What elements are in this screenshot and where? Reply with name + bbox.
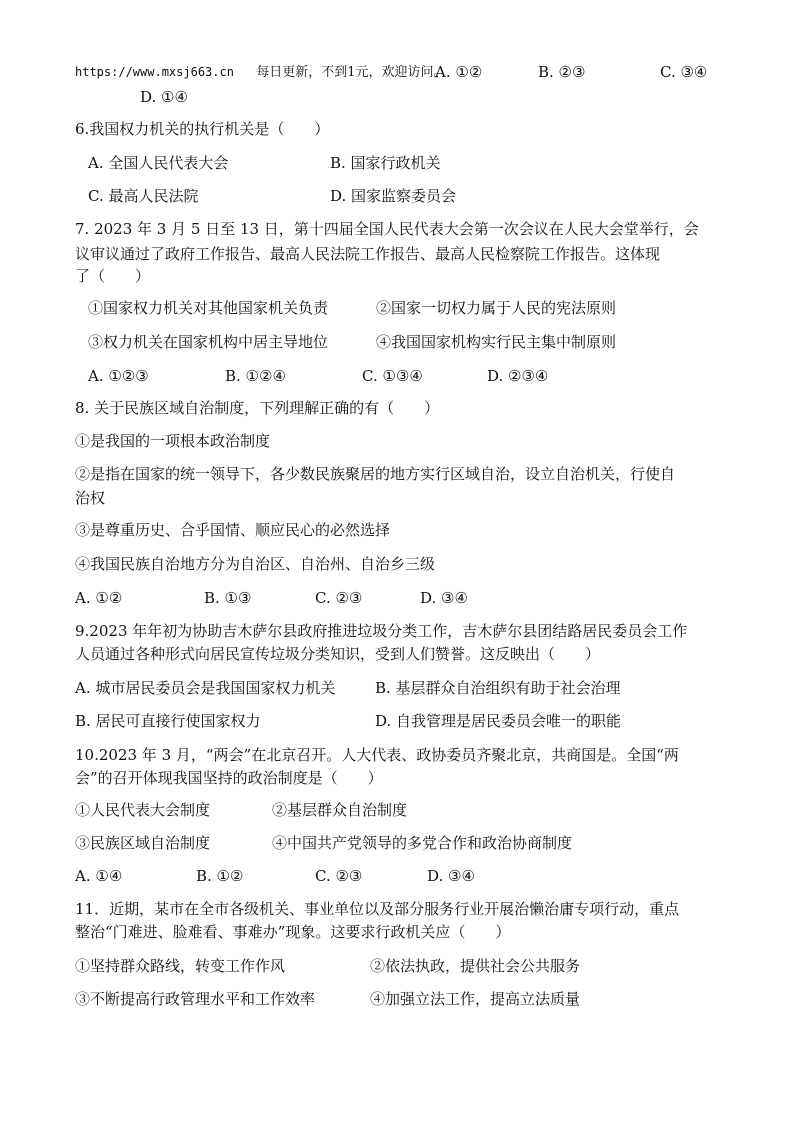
q7-item-3: ③权力机关在国家机构中居主导地位 xyxy=(88,333,329,351)
q7-option-d: D. ②③④ xyxy=(487,367,549,385)
q8-option-b: B. ①③ xyxy=(204,589,252,607)
q11-item-2: ②依法执政，提供社会公共服务 xyxy=(370,957,581,975)
q7-option-b: B. ①②④ xyxy=(225,367,286,385)
question-9-stem-2: 人员通过各种形式向居民宣传垃圾分类知识，受到人们赞誉。这反映出（ ） xyxy=(75,645,601,663)
q8-item-2: ②是指在国家的统一领导下，各少数民族聚居的地方实行区域自治，设立自治机关，行使自 xyxy=(75,465,676,483)
q8-item-4: ④我国民族自治地方分为自治区、自治州、自治乡三级 xyxy=(75,555,436,573)
question-11-stem-1: 11．近期，某市在全市各级机关、事业单位以及部分服务行业开展治懒治庸专项行动，重点 xyxy=(75,900,680,918)
q11-item-3: ③不断提高行政管理水平和工作效率 xyxy=(75,990,316,1008)
q11-item-4: ④加强立法工作，提高立法质量 xyxy=(370,990,581,1008)
source-url[interactable]: https://www.mxsj663.cn xyxy=(75,65,234,79)
q10-option-b: B. ①② xyxy=(196,867,244,885)
q8-item-1: ①是我国的一项根本政治制度 xyxy=(75,432,271,450)
q9-option-a: A. 城市居民委员会是我国国家权力机关 xyxy=(75,679,336,697)
q8-option-d: D. ③④ xyxy=(420,589,468,607)
question-6-stem: 6.我国权力机关的执行机关是（ ） xyxy=(75,120,330,138)
q10-item-3: ③民族区域自治制度 xyxy=(75,834,211,852)
question-9-stem-1: 9.2023 年年初为协助吉木萨尔县政府推进垃圾分类工作，吉木萨尔县团结路居民委员会工作 xyxy=(75,622,688,640)
q11-item-1: ①坚持群众路线，转变工作作风 xyxy=(75,957,286,975)
question-11-stem-2: 整治“门难进、脸难看、事难办”现象。这要求行政机关应（ ） xyxy=(75,923,511,941)
question-10-stem-1: 10.2023 年 3 月，“两会”在北京召开。人大代表、政协委员齐聚北京，共商国是。全国“两 xyxy=(75,746,679,764)
q10-item-4: ④中国共产党领导的多党合作和政治协商制度 xyxy=(272,834,573,852)
question-7-stem-1: 7. 2023 年 3 月 5 日至 13 日，第十四届全国人民代表大会第一次会议在人民大会堂举行，会 xyxy=(75,220,699,238)
q9-option-c: B. 居民可直接行使国家权力 xyxy=(75,712,261,730)
q10-option-a: A. ①④ xyxy=(75,867,123,885)
q6-option-a: A. 全国人民代表大会 xyxy=(88,154,229,172)
q7-item-4: ④我国国家机构实行民主集中制原则 xyxy=(376,333,617,351)
question-8-stem: 8. 关于民族区域自治制度，下列理解正确的有（ ） xyxy=(75,399,440,417)
prev-option-c: C. ③④ xyxy=(660,63,708,81)
q6-option-c: C. 最高人民法院 xyxy=(88,187,199,205)
q6-option-d: D. 国家监察委员会 xyxy=(330,187,457,205)
source-note: 每日更新，不到1元，欢迎访问。 xyxy=(256,65,447,80)
q8-item-2-cont: 治权 xyxy=(75,489,106,507)
q9-option-b: B. 基层群众自治组织有助于社会治理 xyxy=(375,679,621,697)
prev-option-a: A. ①② xyxy=(435,63,483,81)
q9-option-d: D. 自我管理是居民委员会唯一的职能 xyxy=(375,712,622,730)
q7-item-2: ②国家一切权力属于人民的宪法原则 xyxy=(376,299,617,317)
q8-option-c: C. ②③ xyxy=(315,589,363,607)
question-7-stem-3: 了（ ） xyxy=(75,267,151,285)
prev-option-b: B. ②③ xyxy=(538,63,586,81)
q7-item-1: ①国家权力机关对其他国家机关负责 xyxy=(88,299,329,317)
question-10-stem-2: 会”的召开体现我国坚持的政治制度是（ ） xyxy=(75,769,383,787)
q8-item-3: ③是尊重历史、合乎国情、顺应民心的必然选择 xyxy=(75,521,391,539)
header-line xyxy=(75,62,447,83)
q6-option-b: B. 国家行政机关 xyxy=(330,154,441,172)
q10-item-1: ①人民代表大会制度 xyxy=(75,801,211,819)
q7-option-a: A. ①②③ xyxy=(88,367,149,385)
q10-option-d: D. ③④ xyxy=(427,867,475,885)
question-7-stem-2: 议审议通过了政府工作报告、最高人民法院工作报告、最高人民检察院工作报告。这体现 xyxy=(75,245,661,263)
q7-option-c: C. ①③④ xyxy=(362,367,423,385)
q10-option-c: C. ②③ xyxy=(315,867,363,885)
prev-option-d: D. ①④ xyxy=(140,88,188,106)
q8-option-a: A. ①② xyxy=(75,589,123,607)
q10-item-2: ②基层群众自治制度 xyxy=(272,801,408,819)
